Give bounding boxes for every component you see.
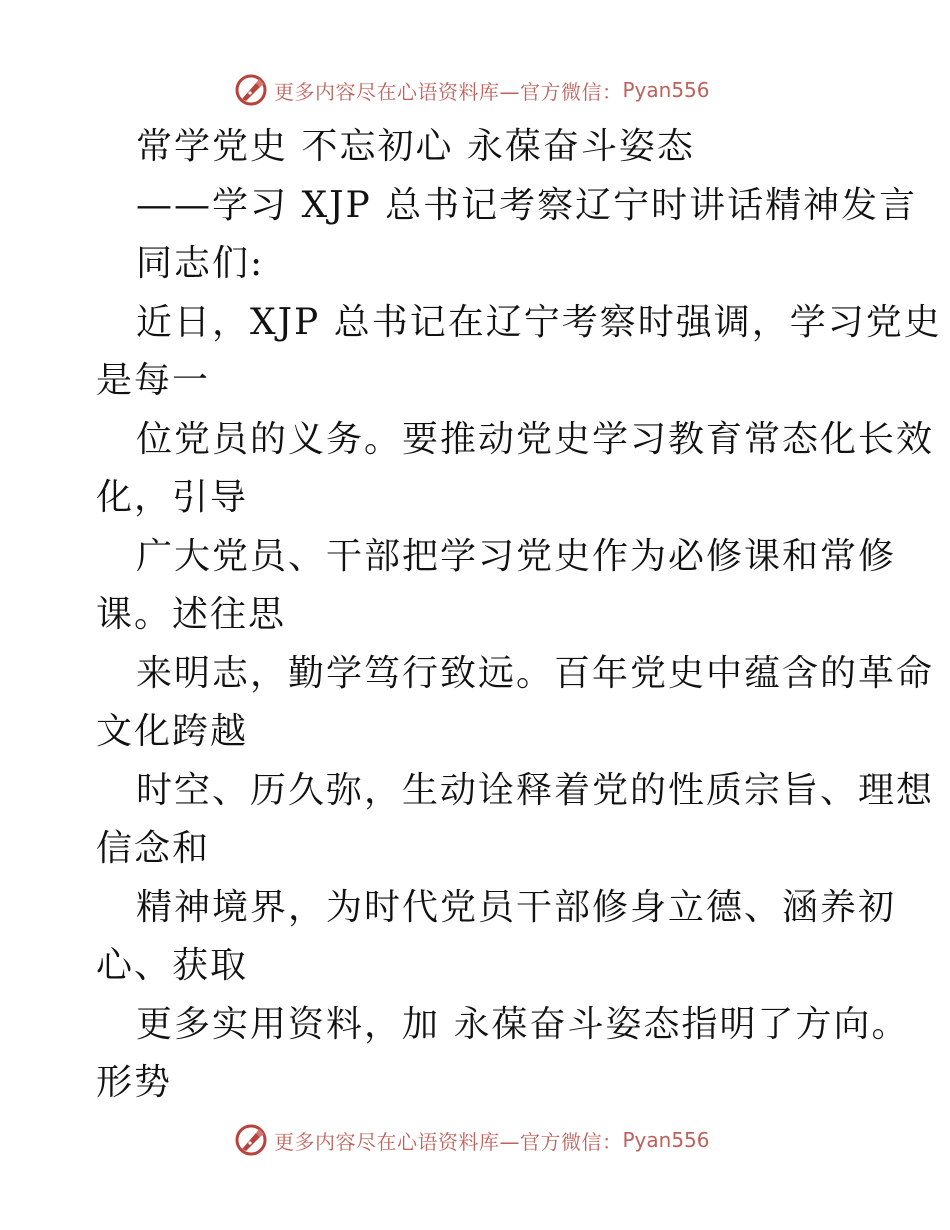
salutation: 同志们: bbox=[136, 243, 265, 284]
banner-text: 更多内容尽在心语资料库—官方微信： bbox=[274, 79, 623, 104]
body-line: 是每一 bbox=[96, 360, 211, 401]
body-line: 心、获取 bbox=[96, 945, 249, 986]
document-body bbox=[96, 118, 942, 1113]
banner-wechat-handle: Pyan556 bbox=[622, 1128, 710, 1152]
body-line: 位党员的义务。要推动党史学习教育常态化长效 bbox=[136, 418, 935, 460]
body-line: 信念和 bbox=[96, 828, 211, 869]
document-subtitle: ——学习 XJP 总书记考察辽宁时讲话精神发言 bbox=[136, 184, 918, 226]
body-line: 时空、历久弥，生动诠释着党的性质宗旨、理想 bbox=[136, 769, 935, 811]
body-line: 化，引导 bbox=[96, 477, 249, 518]
pen-nib-logo-icon bbox=[234, 1123, 268, 1157]
body-line: 来明志，勤学笃行致远。百年党史中蕴含的革命 bbox=[136, 652, 935, 694]
body-line: 精神境界，为时代党员干部修身立德、涵养初 bbox=[136, 886, 897, 928]
body-line: 近日，XJP 总书记在辽宁考察时强调，学习党史 bbox=[136, 301, 942, 343]
header-watermark-banner bbox=[234, 72, 710, 108]
body-line: 形势 bbox=[96, 1062, 173, 1103]
body-line: 课。述往思 bbox=[96, 594, 287, 635]
banner-wechat-handle: Pyan556 bbox=[622, 78, 710, 102]
document-title: 常学党史 不忘初心 永葆奋斗姿态 bbox=[136, 126, 695, 167]
footer-watermark-banner bbox=[234, 1122, 710, 1158]
pen-nib-logo-icon bbox=[234, 73, 268, 107]
body-line: 更多实用资料，加 永葆奋斗姿态指明了方向。 bbox=[136, 1003, 910, 1045]
body-line: 文化跨越 bbox=[96, 711, 249, 752]
body-line: 广大党员、干部把学习党史作为必修课和常修 bbox=[136, 535, 897, 577]
banner-text: 更多内容尽在心语资料库—官方微信： bbox=[274, 1129, 623, 1154]
